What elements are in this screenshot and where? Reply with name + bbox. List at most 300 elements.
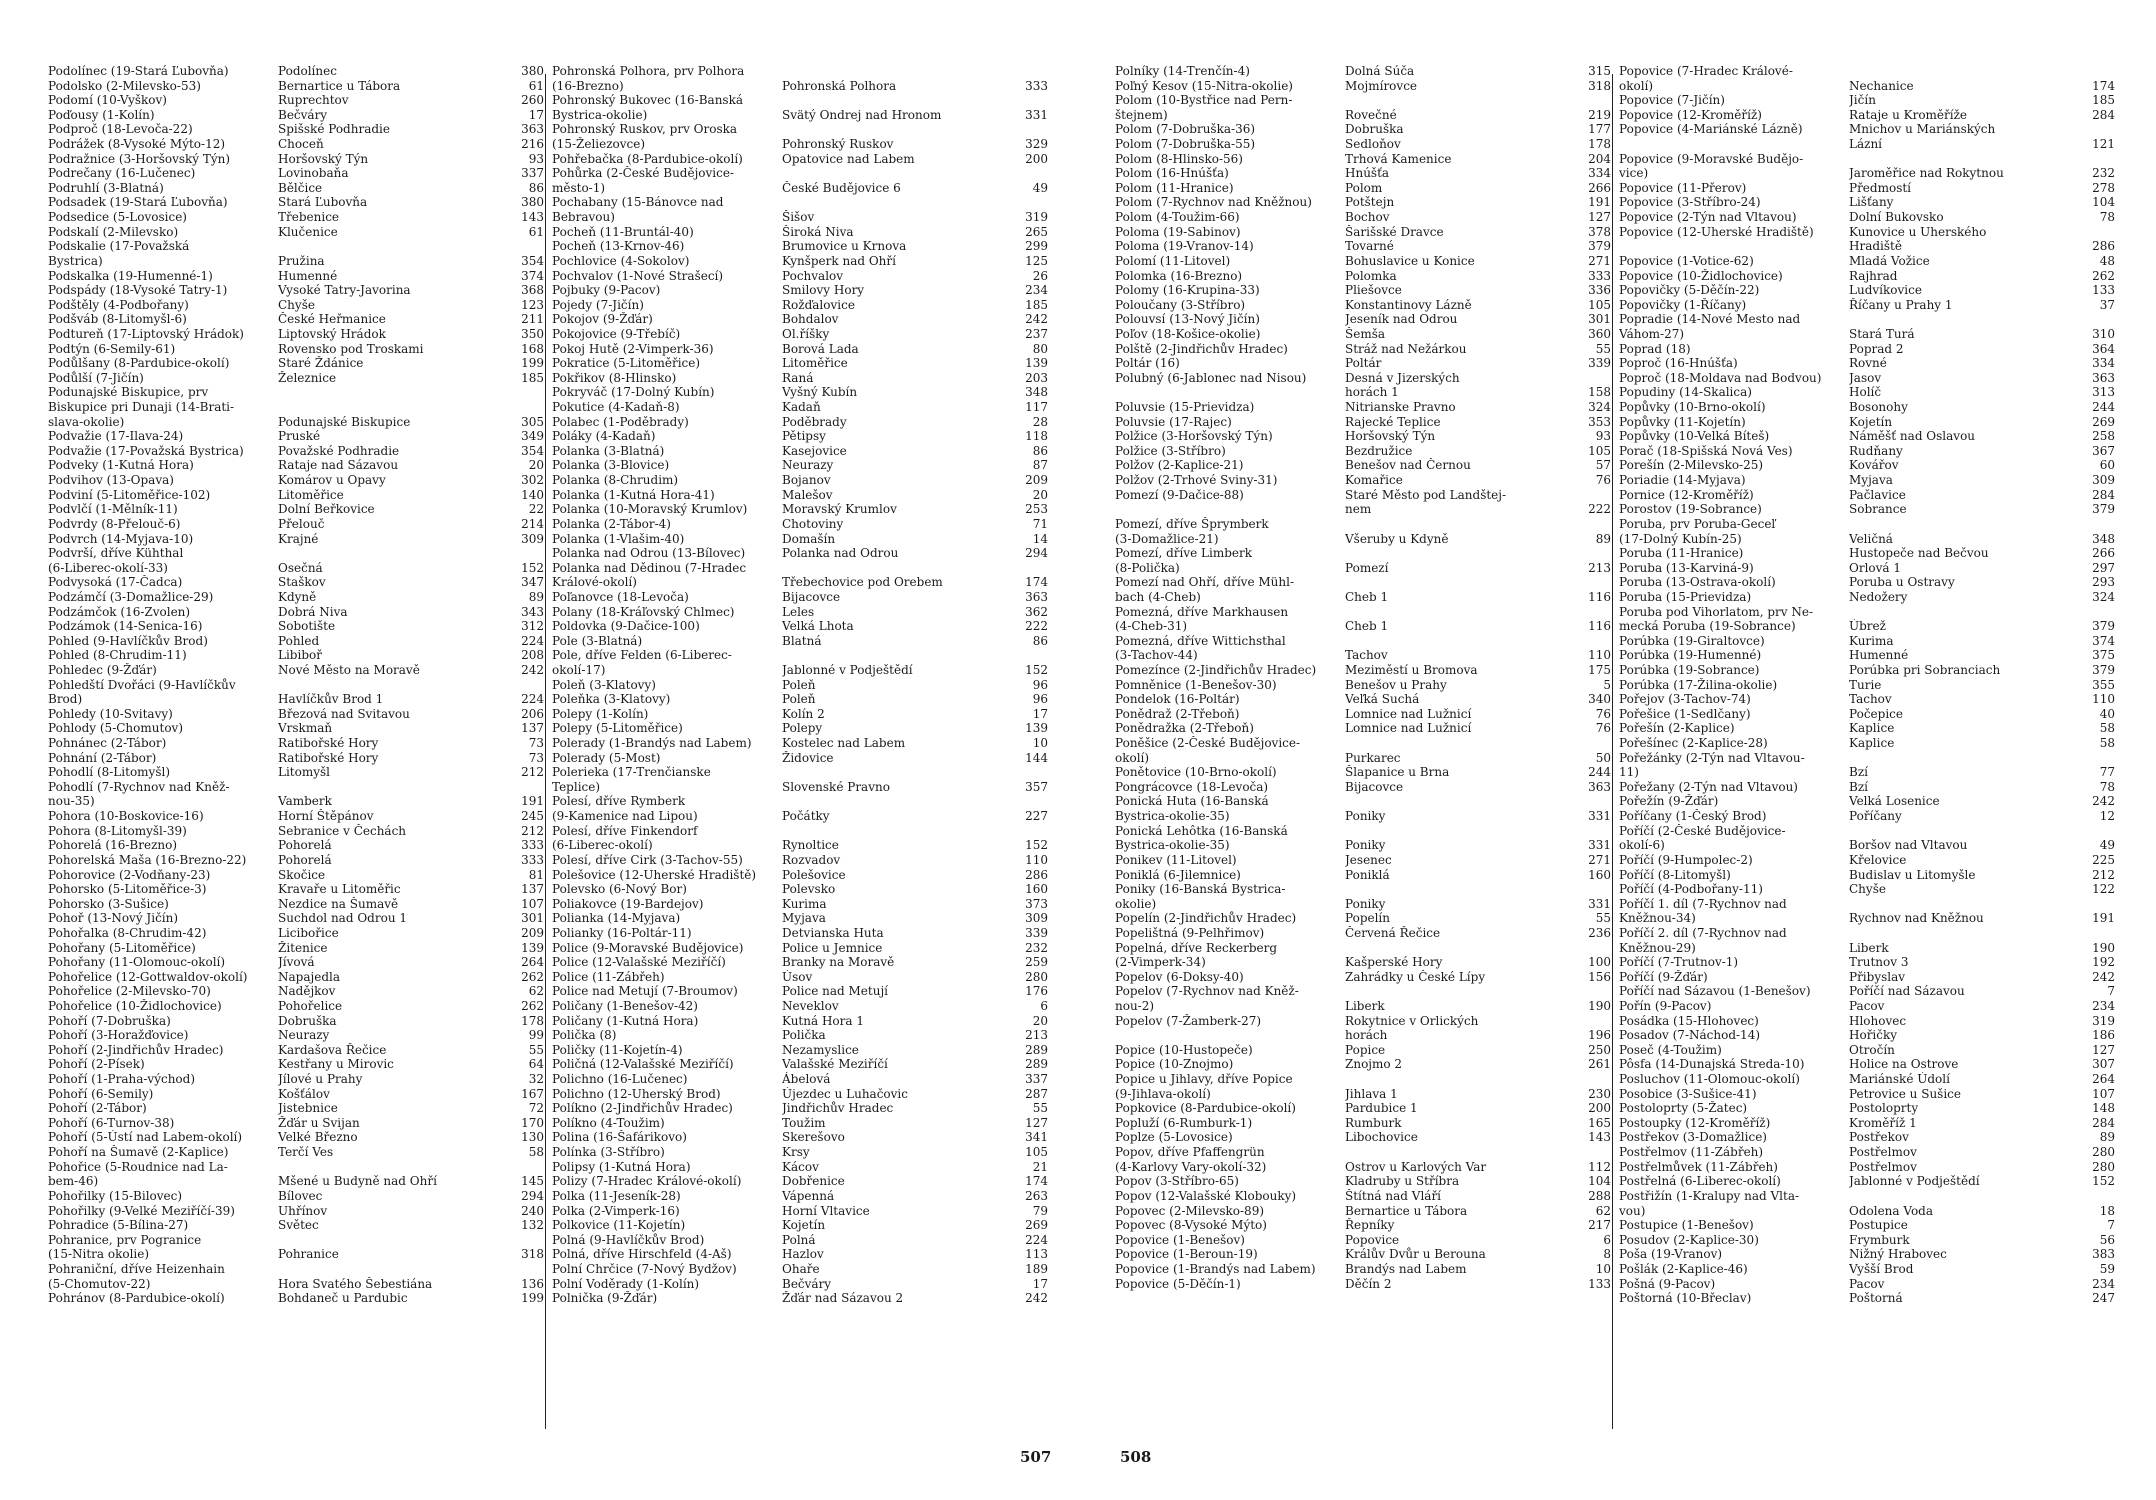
post-office: Pohořelice bbox=[278, 999, 343, 1013]
place-name: Poniklá (6-Jilemnice) bbox=[1115, 867, 1241, 882]
post-office: Kunovice u Uherského bbox=[1849, 224, 1987, 239]
place-name: Popovice (2-Týn nad Vltavou) bbox=[1619, 210, 1797, 225]
district-code: 59 bbox=[2099, 1261, 2115, 1276]
place-name: Pohoří na Šumavě (2-Kaplice) bbox=[48, 1145, 229, 1160]
district-code: 319 bbox=[2092, 1013, 2115, 1028]
post-office: Polná bbox=[782, 1232, 816, 1247]
district-code: 242 bbox=[1025, 1291, 1048, 1306]
district-code: 160 bbox=[1588, 867, 1611, 882]
post-office: Kladruby u Stříbra bbox=[1345, 1174, 1460, 1189]
district-code: 379 bbox=[2092, 502, 2115, 517]
post-office: Moravský Krumlov bbox=[782, 502, 897, 517]
district-code: 222 bbox=[1025, 619, 1048, 634]
post-office: Podolínec bbox=[278, 64, 337, 78]
index-entry bbox=[1115, 678, 1615, 693]
district-code: 286 bbox=[2092, 239, 2115, 254]
index-entry bbox=[1115, 93, 1615, 108]
index-entry bbox=[552, 269, 1052, 284]
index-entry bbox=[1619, 1014, 2119, 1029]
index-entry bbox=[48, 1189, 548, 1204]
place-name: Polichno (12-Uherský Brod) bbox=[552, 1086, 721, 1101]
post-office: Mariánské Údolí bbox=[1849, 1072, 1950, 1087]
district-code: 262 bbox=[521, 999, 544, 1013]
post-office: Židovice bbox=[782, 750, 834, 765]
index-entry bbox=[48, 794, 548, 809]
post-office: Neurazy bbox=[278, 1028, 330, 1043]
district-code: 240 bbox=[521, 1203, 544, 1218]
index-entry bbox=[552, 751, 1052, 766]
index-entry bbox=[48, 1174, 548, 1189]
index-entry bbox=[48, 999, 548, 1014]
place-name: Pomněnice (1-Benešov-30) bbox=[1115, 677, 1277, 692]
district-code: 362 bbox=[1025, 604, 1048, 619]
index-entry bbox=[48, 1218, 548, 1233]
post-office: Hustopeče nad Bečvou bbox=[1849, 546, 1989, 561]
index-entry bbox=[1619, 1291, 2119, 1306]
district-code: 334 bbox=[1588, 166, 1611, 181]
district-code: 167 bbox=[521, 1086, 544, 1101]
place-name: Poľov (18-Košice-okolie) bbox=[1115, 326, 1261, 341]
place-name: Postřelmov (11-Zábřeh) bbox=[1619, 1145, 1764, 1160]
index-entry bbox=[552, 137, 1052, 152]
district-code: 49 bbox=[1032, 180, 1048, 195]
index-entry bbox=[1115, 984, 1615, 999]
index-entry bbox=[1619, 1087, 2119, 1102]
place-name: Pohled (8-Chrudim-11) bbox=[48, 648, 187, 663]
place-name: Podvrdy (8-Přelouč-6) bbox=[48, 516, 181, 531]
place-name: Pohronský Bukovec (16-Banská bbox=[552, 93, 744, 108]
index-entry bbox=[552, 984, 1052, 999]
district-code: 380 bbox=[521, 195, 544, 210]
post-office: horách 1 bbox=[1345, 385, 1399, 400]
post-office: Předmostí bbox=[1849, 180, 1912, 195]
index-entry bbox=[1115, 166, 1615, 181]
index-entry bbox=[1115, 1218, 1615, 1233]
post-office: Polomka bbox=[1345, 268, 1397, 283]
place-name: Pohranice, prv Pogranice bbox=[48, 1232, 202, 1247]
district-code: 309 bbox=[2092, 473, 2115, 488]
place-name: Podvrch (14-Myjava-10) bbox=[48, 531, 194, 546]
place-name: Popovice (9-Moravské Budějo- bbox=[1619, 151, 1804, 166]
district-code: 266 bbox=[2092, 546, 2115, 561]
post-office: Horní Štěpánov bbox=[278, 809, 374, 824]
index-entry bbox=[1619, 415, 2119, 430]
place-name: Pohořilky (9-Velké Meziříčí-39) bbox=[48, 1203, 235, 1218]
district-code: 89 bbox=[528, 589, 544, 604]
index-entry bbox=[1115, 634, 1615, 649]
district-code: 122 bbox=[2092, 882, 2115, 897]
index-entry bbox=[1115, 561, 1615, 576]
index-entry bbox=[48, 1057, 548, 1072]
index-entry bbox=[1115, 1204, 1615, 1219]
district-code: 165 bbox=[1588, 1115, 1611, 1130]
index-entry bbox=[1619, 1233, 2119, 1248]
post-office: Šišov bbox=[782, 210, 815, 225]
place-name: Poněšice (2-České Budějovice- bbox=[1115, 736, 1301, 751]
post-office: Rumburk bbox=[1345, 1115, 1402, 1130]
place-name: Postřelná (6-Liberec-okolí) bbox=[1619, 1174, 1781, 1189]
place-name: Popice (10-Znojmo) bbox=[1115, 1057, 1234, 1072]
index-entry bbox=[1115, 1277, 1615, 1292]
post-office: Poprad 2 bbox=[1849, 341, 1904, 356]
district-code: 269 bbox=[1025, 1218, 1048, 1233]
place-name: Posádka (15-Hlohovec) bbox=[1619, 1013, 1759, 1028]
index-entry bbox=[1619, 1057, 2119, 1072]
district-code: 293 bbox=[2092, 575, 2115, 590]
post-office: Jasov bbox=[1849, 370, 1882, 385]
district-code: 190 bbox=[1588, 999, 1611, 1013]
index-entry bbox=[1115, 838, 1615, 853]
district-code: 71 bbox=[1032, 516, 1048, 531]
post-office: Žďár u Svijan bbox=[278, 1115, 360, 1130]
district-code: 87 bbox=[1032, 458, 1048, 473]
district-code: 363 bbox=[1025, 589, 1048, 604]
place-name: Pohnánec (2-Tábor) bbox=[48, 736, 167, 751]
district-code: 110 bbox=[1025, 852, 1048, 867]
index-entry bbox=[48, 721, 548, 736]
place-name: Pohoří (6-Semily) bbox=[48, 1086, 154, 1101]
district-code: 206 bbox=[521, 706, 544, 721]
place-name: Pohora (8-Litomyšl-39) bbox=[48, 823, 187, 838]
post-office: Jívová bbox=[278, 955, 315, 970]
post-office: Pruské bbox=[278, 429, 321, 444]
post-office: Jaroměřice nad Rokytnou bbox=[1849, 166, 2004, 181]
place-name: Bebravou) bbox=[552, 210, 615, 225]
district-code: 262 bbox=[2092, 268, 2115, 283]
post-office: Rajhrad bbox=[1849, 268, 1898, 283]
place-name: Popov (3-Stříbro-65) bbox=[1115, 1174, 1239, 1189]
post-office: Horní Vltavice bbox=[782, 1203, 870, 1218]
index-entry bbox=[1115, 897, 1615, 912]
place-name: Pořežany (2-Týn nad Vltavou) bbox=[1619, 779, 1798, 794]
post-office: Považské Podhradie bbox=[278, 443, 400, 458]
place-name: Police (11-Zábřeh) bbox=[552, 969, 665, 984]
post-office: Horšovský Týn bbox=[1345, 429, 1436, 444]
post-office: Kojetín bbox=[1849, 414, 1893, 429]
place-name: Podštěly (4-Podbořany) bbox=[48, 297, 189, 312]
index-entry bbox=[552, 1028, 1052, 1043]
place-name: Poříčí (9-Humpolec-2) bbox=[1619, 852, 1753, 867]
place-name: Polanka nad Odrou (13-Bílovec) bbox=[552, 546, 746, 561]
place-name: Pohořany (5-Litoměřice) bbox=[48, 940, 196, 955]
index-entry bbox=[1115, 298, 1615, 313]
index-entry bbox=[1115, 794, 1615, 809]
place-name: Podvihov (13-Opava) bbox=[48, 473, 174, 488]
district-code: 125 bbox=[1025, 253, 1048, 268]
index-entry bbox=[552, 663, 1052, 678]
district-code: 26 bbox=[1032, 268, 1048, 283]
place-name: Polouvsí (13-Nový Jičín) bbox=[1115, 312, 1260, 327]
place-name: Polanka (1-Kutná Hora-41) bbox=[552, 487, 715, 502]
index-entry bbox=[552, 678, 1052, 693]
place-name: Postoupky (12-Kroměříž) bbox=[1619, 1115, 1771, 1130]
place-name: Pomezí nad Ohří, dříve Mühl- bbox=[1115, 575, 1295, 590]
index-entry bbox=[552, 152, 1052, 167]
district-code: 363 bbox=[2092, 370, 2115, 385]
post-office: Děčín 2 bbox=[1345, 1276, 1392, 1291]
post-office: Pohronský Ruskov bbox=[782, 137, 894, 152]
index-entry bbox=[1619, 707, 2119, 722]
page-right bbox=[1115, 64, 2115, 1434]
index-entry bbox=[552, 1174, 1052, 1189]
place-name: (2-Vimperk-34) bbox=[1115, 955, 1206, 970]
post-office: Borová Lada bbox=[782, 341, 859, 356]
index-entry bbox=[48, 1072, 548, 1087]
post-office: Rovečné bbox=[1345, 107, 1397, 122]
index-entry bbox=[1619, 181, 2119, 196]
district-code: 17 bbox=[528, 107, 544, 122]
index-entry bbox=[552, 838, 1052, 853]
post-office: Spišské Podhradie bbox=[278, 122, 390, 137]
district-code: 331 bbox=[1025, 107, 1048, 122]
place-name: (3-Domažlice-21) bbox=[1115, 531, 1219, 546]
index-entry bbox=[1115, 181, 1615, 196]
index-entry bbox=[1115, 342, 1615, 357]
place-name: (9-Jihlava-okolí) bbox=[1115, 1086, 1211, 1101]
district-code: 307 bbox=[2092, 1057, 2115, 1072]
post-office: Bijacovce bbox=[1345, 779, 1404, 794]
place-name: mecká Poruba (19-Sobrance) bbox=[1619, 619, 1796, 634]
index-entry bbox=[552, 108, 1052, 123]
district-code: 76 bbox=[1595, 721, 1611, 736]
district-code: 333 bbox=[1025, 78, 1048, 93]
district-code: 127 bbox=[1025, 1115, 1048, 1130]
place-name: Poseč (4-Toužim) bbox=[1619, 1042, 1722, 1057]
post-office: Krsy bbox=[782, 1145, 810, 1160]
post-office: Libiboř bbox=[278, 648, 322, 663]
index-entry bbox=[1619, 984, 2119, 999]
index-entry bbox=[1619, 546, 2119, 561]
district-code: 22 bbox=[528, 502, 544, 517]
index-entry bbox=[48, 444, 548, 459]
district-code: 353 bbox=[1588, 414, 1611, 429]
place-name: Polom (8-Hlinsko-56) bbox=[1115, 151, 1243, 166]
place-name: Pokojovice (9-Třebíč) bbox=[552, 326, 681, 341]
place-name: Pohoř (13-Nový Jičín) bbox=[48, 911, 179, 926]
index-entry bbox=[48, 1262, 548, 1277]
place-name: slava-okolie) bbox=[48, 414, 125, 429]
place-name: Poličany (1-Kutná Hora) bbox=[552, 1013, 699, 1028]
post-office: Domašín bbox=[782, 531, 836, 546]
district-code: 324 bbox=[2092, 589, 2115, 604]
district-code: 58 bbox=[2099, 721, 2115, 736]
index-entry bbox=[1619, 868, 2119, 883]
place-name: Brod) bbox=[48, 692, 83, 707]
index-entry bbox=[48, 809, 548, 824]
index-entry bbox=[552, 429, 1052, 444]
place-name: Poříčí (2-České Budějovice- bbox=[1619, 823, 1786, 838]
index-entry bbox=[552, 444, 1052, 459]
post-office: Boršov nad Vltavou bbox=[1849, 838, 1968, 853]
index-entry bbox=[48, 122, 548, 137]
place-name: Popovice (12-Kroměříž) bbox=[1619, 107, 1762, 122]
post-office: Orlová 1 bbox=[1849, 560, 1902, 575]
post-office: Třebechovice pod Orebem bbox=[782, 575, 943, 590]
index-entry bbox=[1115, 853, 1615, 868]
post-office: Kaplice bbox=[1849, 736, 1895, 751]
index-entry bbox=[48, 1028, 548, 1043]
post-office: Bernartice u Tábora bbox=[1345, 1203, 1468, 1218]
place-name: Polžice (3-Horšovský Týn) bbox=[1115, 429, 1273, 444]
place-name: Pocheň (13-Krnov-46) bbox=[552, 239, 685, 254]
place-name: Porúbka (17-Žilina-okolie) bbox=[1619, 677, 1778, 692]
place-name: Pondelok (16-Poltár) bbox=[1115, 692, 1240, 707]
place-name: Polesí, dříve Finkendorf bbox=[552, 823, 698, 838]
district-code: 174 bbox=[1025, 1174, 1048, 1189]
place-name: Bystrica-okolie-35) bbox=[1115, 838, 1230, 853]
place-name: Poříčí nad Sázavou (1-Benešov) bbox=[1619, 984, 1811, 999]
district-code: 375 bbox=[2092, 648, 2115, 663]
post-office: Holíč bbox=[1849, 385, 1882, 400]
post-office: Lomnice nad Lužnicí bbox=[1345, 706, 1472, 721]
index-entry bbox=[552, 736, 1052, 751]
district-code: 264 bbox=[521, 955, 544, 970]
district-code: 170 bbox=[521, 1115, 544, 1130]
post-office: Stará Turá bbox=[1849, 326, 1915, 341]
district-code: 5 bbox=[1603, 677, 1611, 692]
district-code: 333 bbox=[521, 852, 544, 867]
index-entry bbox=[48, 692, 548, 707]
place-name: Pohronský Ruskov, prv Oroska bbox=[552, 122, 738, 137]
post-office: Sobotište bbox=[278, 619, 336, 634]
place-name: Pohora (10-Boskovice-16) bbox=[48, 809, 204, 824]
place-name: Poľanovce (18-Levoča) bbox=[552, 589, 689, 604]
district-code: 191 bbox=[1588, 195, 1611, 210]
index-entry bbox=[1115, 648, 1615, 663]
post-office: Poniky bbox=[1345, 838, 1386, 853]
district-code: 280 bbox=[2092, 1159, 2115, 1174]
place-name: Poruba (13-Ostrava-okolí) bbox=[1619, 575, 1776, 590]
district-code: 174 bbox=[2092, 78, 2115, 93]
post-office: Přibyslav bbox=[1849, 969, 1906, 984]
post-office: Police nad Metují bbox=[782, 984, 889, 999]
index-entry bbox=[1619, 400, 2119, 415]
index-entry bbox=[48, 911, 548, 926]
place-name: Pohoří (2-Tábor) bbox=[48, 1101, 147, 1116]
index-entry bbox=[1619, 79, 2119, 94]
district-code: 219 bbox=[1588, 107, 1611, 122]
district-code: 242 bbox=[1025, 312, 1048, 327]
district-code: 116 bbox=[1588, 589, 1611, 604]
place-name: Polianky (16-Poltár-11) bbox=[552, 925, 692, 940]
district-code: 89 bbox=[1595, 531, 1611, 546]
index-entry bbox=[552, 79, 1052, 94]
post-office: Rovné bbox=[1849, 356, 1887, 371]
district-code: 185 bbox=[2092, 93, 2115, 108]
post-office: Popice bbox=[1345, 1042, 1386, 1057]
place-name: Pořežánky (2-Týn nad Vltavou- bbox=[1619, 750, 1805, 765]
place-name: Popelná, dříve Reckerberg bbox=[1115, 940, 1278, 955]
place-name: Podtureň (17-Liptovský Hrádok) bbox=[48, 326, 244, 341]
index-entry bbox=[552, 868, 1052, 883]
index-entry bbox=[1115, 1028, 1615, 1043]
post-office: Říčany u Prahy 1 bbox=[1849, 297, 1953, 312]
index-entry bbox=[1619, 152, 2119, 167]
index-entry bbox=[1115, 108, 1615, 123]
district-code: 209 bbox=[521, 925, 544, 940]
post-office: Pliešovce bbox=[1345, 283, 1402, 298]
district-code: 213 bbox=[1025, 1028, 1048, 1043]
post-office: Červená Řečice bbox=[1345, 925, 1441, 940]
post-office: Hora Svatého Šebestiána bbox=[278, 1276, 433, 1291]
index-entry bbox=[48, 590, 548, 605]
index-entry bbox=[552, 312, 1052, 327]
place-name: Popovice (5-Děčín-1) bbox=[1115, 1276, 1241, 1291]
index-entry bbox=[1619, 999, 2119, 1014]
place-name: okolí) bbox=[1619, 78, 1654, 93]
post-office: Polevsko bbox=[782, 882, 836, 897]
post-office: Postřekov bbox=[1849, 1130, 1909, 1145]
index-entry bbox=[1619, 1043, 2119, 1058]
index-entry bbox=[1619, 166, 2119, 181]
place-name: Pohronská Polhora, prv Polhora bbox=[552, 64, 745, 78]
district-code: 237 bbox=[1025, 326, 1048, 341]
index-entry bbox=[48, 1145, 548, 1160]
index-entry bbox=[552, 707, 1052, 722]
place-name: Pohřebačka (8-Pardubice-okolí) bbox=[552, 151, 743, 166]
post-office: Pačlavice bbox=[1849, 487, 1906, 502]
post-office: Nitrianske Pravno bbox=[1345, 400, 1456, 415]
district-code: 378 bbox=[1588, 224, 1611, 239]
place-name: Popovice (12-Uherské Hradiště) bbox=[1619, 224, 1814, 239]
place-name: Polnička (9-Žďár) bbox=[552, 1291, 658, 1306]
post-office: Žďár nad Sázavou 2 bbox=[782, 1291, 904, 1306]
district-code: 156 bbox=[1588, 969, 1611, 984]
place-name: Pohorelská Maša (16-Brezno-22) bbox=[48, 852, 247, 867]
district-code: 174 bbox=[1025, 575, 1048, 590]
district-code: 266 bbox=[1588, 180, 1611, 195]
district-code: 6 bbox=[1040, 999, 1048, 1013]
place-name: Pohoří (2-Jindřichův Hradec) bbox=[48, 1042, 224, 1057]
index-entry bbox=[552, 926, 1052, 941]
place-name: Poldovka (9-Dačice-100) bbox=[552, 619, 700, 634]
district-code: 139 bbox=[1025, 356, 1048, 371]
district-code: 383 bbox=[2092, 1247, 2115, 1262]
index-entry bbox=[48, 108, 548, 123]
post-office: Stará Ľubovňa bbox=[278, 195, 368, 210]
page-number-left: 507 bbox=[1020, 1448, 1052, 1466]
district-code: 309 bbox=[521, 531, 544, 546]
index-entry bbox=[48, 1014, 548, 1029]
post-office: Litoměřice bbox=[782, 356, 848, 371]
index-entry bbox=[1619, 239, 2119, 254]
district-code: 373 bbox=[1025, 896, 1048, 911]
post-office: Jablonné v Podještědí bbox=[782, 662, 913, 677]
index-entry bbox=[552, 1233, 1052, 1248]
district-code: 61 bbox=[528, 78, 544, 93]
index-entry bbox=[1115, 765, 1615, 780]
place-name: Polany (18-Kráľovský Chlmec) bbox=[552, 604, 735, 619]
post-office: Podunajské Biskupice bbox=[278, 414, 411, 429]
index-entry bbox=[48, 342, 548, 357]
district-code: 343 bbox=[521, 604, 544, 619]
place-name: Pôsfa (14-Dunajská Streda-10) bbox=[1619, 1057, 1805, 1072]
place-name: Pokutice (4-Kadaň-8) bbox=[552, 400, 680, 415]
post-office: Železnice bbox=[278, 370, 337, 385]
index-entry bbox=[552, 897, 1052, 912]
post-office: Jistebnice bbox=[278, 1101, 338, 1116]
place-name: Pořešice (1-Sedlčany) bbox=[1619, 706, 1751, 721]
post-office: Poříčany bbox=[1849, 809, 1902, 824]
district-code: 309 bbox=[1025, 911, 1048, 926]
index-entry bbox=[1619, 926, 2119, 941]
district-code: 242 bbox=[521, 662, 544, 677]
place-name: Pohorovice (2-Vodňany-23) bbox=[48, 867, 211, 882]
index-entry bbox=[1619, 502, 2119, 517]
district-code: 20 bbox=[1032, 1013, 1048, 1028]
post-office: Litomyšl bbox=[278, 765, 331, 780]
place-name: Poliakovce (19-Bardejov) bbox=[552, 896, 704, 911]
